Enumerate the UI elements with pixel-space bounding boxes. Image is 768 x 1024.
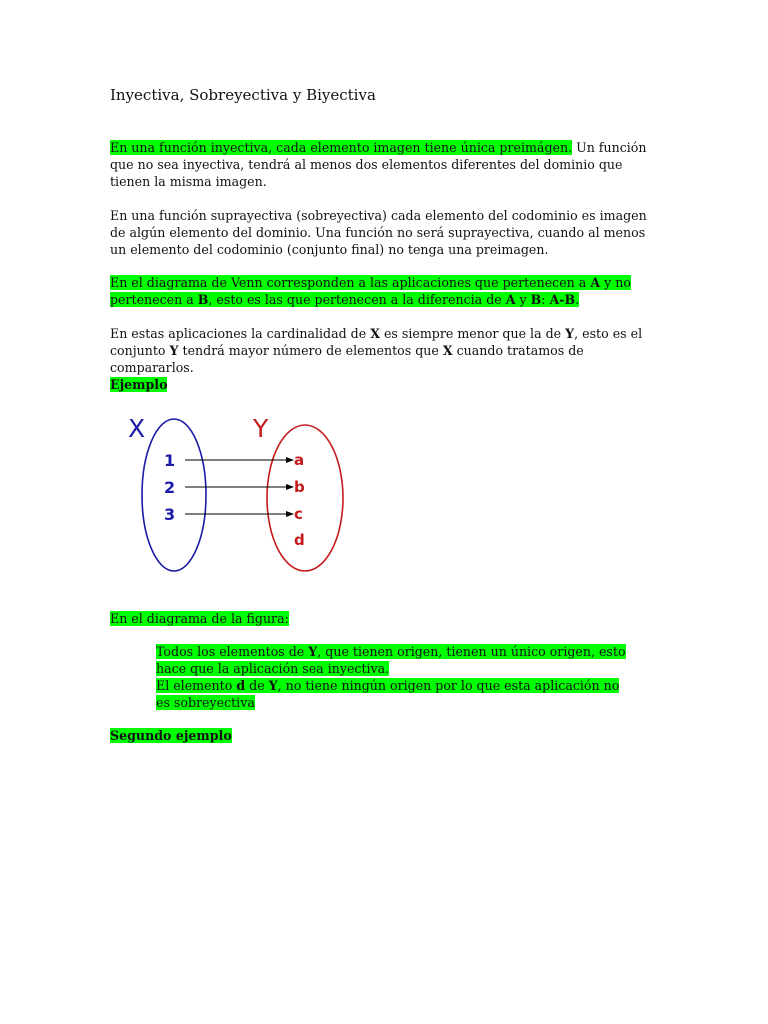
codomain-element: a — [294, 451, 305, 469]
venn-mapping-diagram — [110, 410, 360, 585]
paragraph-figure-notes: Todos los elementos de Y, que tienen origen, tienen un único origen, esto hace que la aplicación sea inyectiva. El elemento d de Y, no tiene ningún origen por lo que esta aplicación no es sobreyectiva — [156, 644, 626, 710]
domain-element: 2 — [164, 478, 176, 497]
paragraph-venn: En el diagrama de Venn corresponden a las aplicaciones que pertenecen a A y no pertenecen a B, esto es las que pertenecen a la diferencia de A y B: A-B. — [110, 275, 631, 307]
domain-elements — [164, 451, 175, 524]
set-x-label: X — [128, 414, 146, 443]
injective-text: Un función que no sea inyectiva, tendrá al menos dos elementos diferentes del dominio que tienen la misma imagen. — [110, 140, 647, 189]
codomain-element: b — [294, 478, 305, 496]
paragraph-surjective: En una función suprayectiva (sobreyectiva) cada elemento del codominio es imagen de algún elemento del dominio. Una función no será suprayectiva, cuando al menos un elemento del codominio (conjunto final) no tenga una preimagen. — [110, 208, 647, 257]
heading-segundo-ejemplo: Segundo ejemplo — [110, 728, 232, 743]
paragraph-cardinality: En estas aplicaciones la cardinalidad de X es siempre menor que la de Y, esto es el conjunto Y tendrá mayor número de elementos que X cuando tratamos de compararlos. — [110, 326, 643, 375]
set-y-label: Y — [253, 414, 269, 443]
codomain-element: d — [294, 531, 305, 549]
highlight-injective-definition: En una función inyectiva, cada elemento imagen tiene única preimágen. — [110, 140, 573, 155]
domain-element: 1 — [164, 451, 176, 470]
set-y-ellipse — [267, 425, 343, 571]
codomain-elements — [294, 451, 305, 549]
paragraph-figure-intro: En el diagrama de la figura: — [110, 611, 289, 626]
heading-ejemplo: Ejemplo — [110, 377, 168, 392]
mapping-arrows — [185, 460, 293, 514]
page-title: Inyectiva, Sobreyectiva y Biyectiva — [110, 86, 376, 104]
domain-element: 3 — [164, 505, 176, 524]
codomain-element: c — [294, 505, 303, 523]
paragraph-injective — [110, 139, 660, 190]
